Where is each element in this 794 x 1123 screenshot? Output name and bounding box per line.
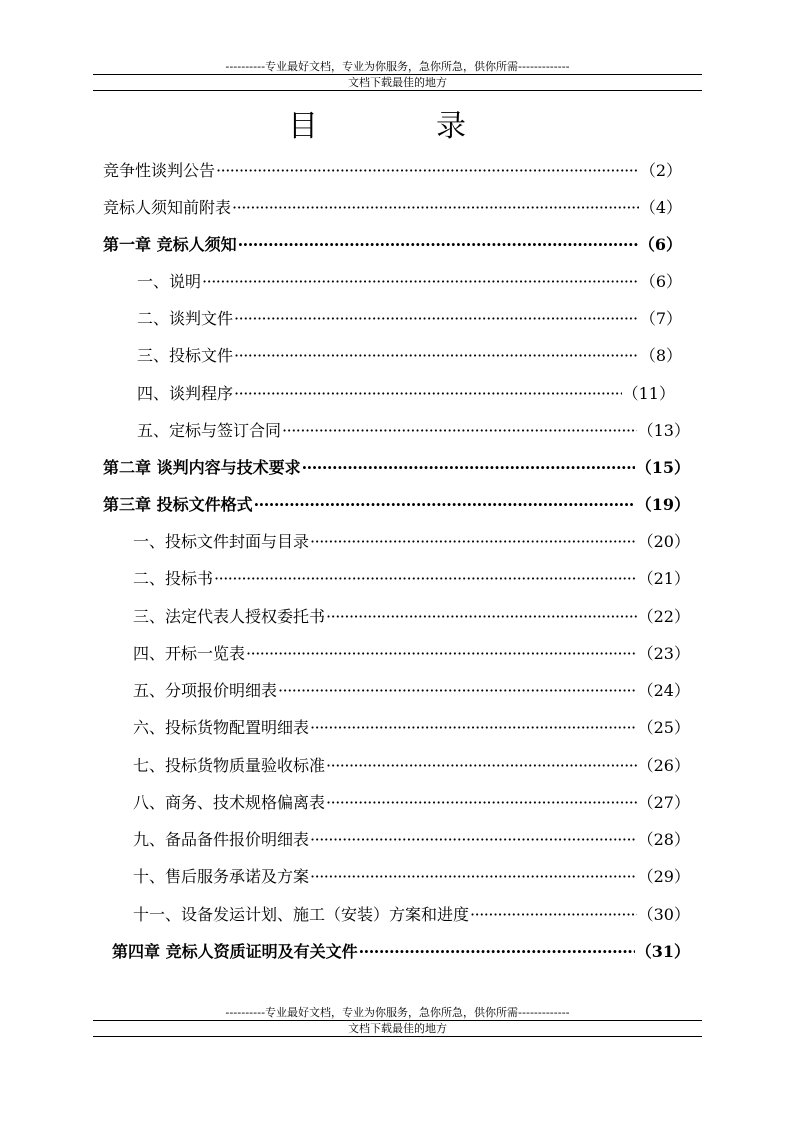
toc-entry-page: （8） [639,346,682,365]
header-tagline: 文档下载最佳的地方 [348,76,447,89]
dot-leader [310,715,637,741]
dot-leader [326,790,637,816]
toc-entry-label: 一、说明 [137,272,202,291]
toc-entry-page: （29） [637,867,690,886]
toc-entry-label: 十一、设备发运计划、施工（安装）方案和进度 [133,905,470,924]
dot-leader [234,381,622,407]
toc-entry-label: 第三章 投标文件格式 [103,495,253,514]
toc-entry-1-4[interactable] [137,381,675,407]
toc-entry-page: （20） [637,532,690,551]
toc-entry-label: 八、商务、技术规格偏离表 [133,793,326,812]
toc-entry-chapter-2[interactable] [103,455,690,481]
footer-slogan: ----------专业最好文档，专业为你服务，急你所急，供你所需------------- [225,1006,570,1019]
toc-entry-page: （4） [639,198,682,217]
toc-entry-page: （15） [635,458,690,477]
toc-entry-page: （22） [637,607,690,626]
title-char-2: 录 [436,109,466,144]
dot-leader [234,343,639,369]
toc-entry-3-7[interactable] [133,753,690,779]
toc-entry-notice[interactable] [103,158,682,184]
toc-entry-3-5[interactable] [133,678,690,704]
toc-entry-page: （7） [639,309,682,328]
dot-leader [214,566,637,592]
toc-entry-label: 四、谈判程序 [137,384,234,403]
page-footer [93,1006,702,1037]
toc-entry-label: 三、法定代表人授权委托书 [133,607,326,626]
dot-leader [216,158,639,184]
page-header [93,60,702,91]
toc-entry-label: 十、售后服务承诺及方案 [133,867,310,886]
dot-leader [326,604,637,630]
dot-leader [302,455,635,481]
toc-entry-page: （2） [639,161,682,180]
toc-entry-label: 五、分项报价明细表 [133,681,278,700]
dot-leader [310,827,637,853]
toc-entry-page: （21） [637,569,690,588]
toc-entry-label: 第一章 竞标人须知 [103,235,237,254]
header-rule-bottom [93,90,702,91]
toc-entry-3-2[interactable] [133,566,690,592]
dot-leader [246,641,637,667]
toc-entry-page: （19） [635,495,690,514]
toc-entry-1-5[interactable] [137,418,690,444]
toc-entry-label: 五、定标与签订合同 [137,421,282,440]
toc-entry-label: 二、投标书 [133,569,214,588]
toc-entry-page: （24） [637,681,690,700]
dot-leader [359,939,635,965]
toc-entry-1-3[interactable] [137,343,682,369]
toc-entry-3-9[interactable] [133,827,690,853]
toc-entry-3-10[interactable] [133,864,690,890]
toc-entry-chapter-1[interactable] [103,232,682,258]
title-char-1: 目 [288,109,318,144]
toc-entry-label: 竞争性谈判公告 [103,161,216,180]
toc-entry-label: 九、备品备件报价明细表 [133,830,310,849]
dot-leader [326,753,637,779]
dot-leader [470,902,637,928]
footer-tagline: 文档下载最佳的地方 [348,1022,447,1035]
toc-entry-label: 四、开标一览表 [133,644,246,663]
toc-entry-label: 第二章 谈判内容与技术要求 [103,458,301,477]
toc-entry-3-3[interactable] [133,604,690,630]
toc-entry-chapter-4[interactable] [112,939,690,965]
dot-leader [310,864,637,890]
dot-leader [234,306,639,332]
dot-leader [278,678,637,704]
dot-leader [238,232,638,258]
toc-entry-label: 二、谈判文件 [137,309,234,328]
toc-entry-chapter-3[interactable] [103,492,690,518]
footer-rule-bottom [93,1036,702,1037]
dot-leader [254,492,635,518]
dot-leader [282,418,637,444]
toc-entry-3-1[interactable] [133,529,690,555]
page-title [0,107,794,147]
toc-entry-3-4[interactable] [133,641,690,667]
toc-entry-page: （26） [637,756,690,775]
dot-leader [202,269,639,295]
toc-entry-label: 竞标人须知前附表 [103,198,232,217]
toc-entry-3-11[interactable] [133,902,690,928]
toc-entry-label: 六、投标货物配置明细表 [133,718,310,737]
toc-entry-data-sheet[interactable] [103,195,682,221]
dot-leader [310,529,637,555]
toc-entry-label: 三、投标文件 [137,346,234,365]
toc-entry-label: 七、投标货物质量验收标准 [133,756,326,775]
toc-entry-page: （13） [637,421,690,440]
toc-entry-label: 一、投标文件封面与目录 [133,532,310,551]
toc-entry-page: （28） [637,830,690,849]
header-slogan: ----------专业最好文档，专业为你服务，急你所急，供你所需------------- [225,60,570,73]
toc-entry-page: （6） [638,235,682,254]
toc-entry-page: （6） [639,272,682,291]
toc-entry-page: （31） [635,942,690,961]
toc-entry-1-2[interactable] [137,306,682,332]
toc-entry-3-6[interactable] [133,715,690,741]
toc-entry-page: （30） [637,905,690,924]
toc-entry-3-8[interactable] [133,790,690,816]
dot-leader [232,195,639,221]
toc-entry-page: （11） [622,384,675,403]
toc-entry-page: （27） [637,793,690,812]
toc-entry-1-1[interactable] [137,269,682,295]
toc-entry-label: 第四章 竞标人资质证明及有关文件 [112,942,358,961]
toc-entry-page: （23） [637,644,690,663]
toc-entry-page: （25） [637,718,690,737]
